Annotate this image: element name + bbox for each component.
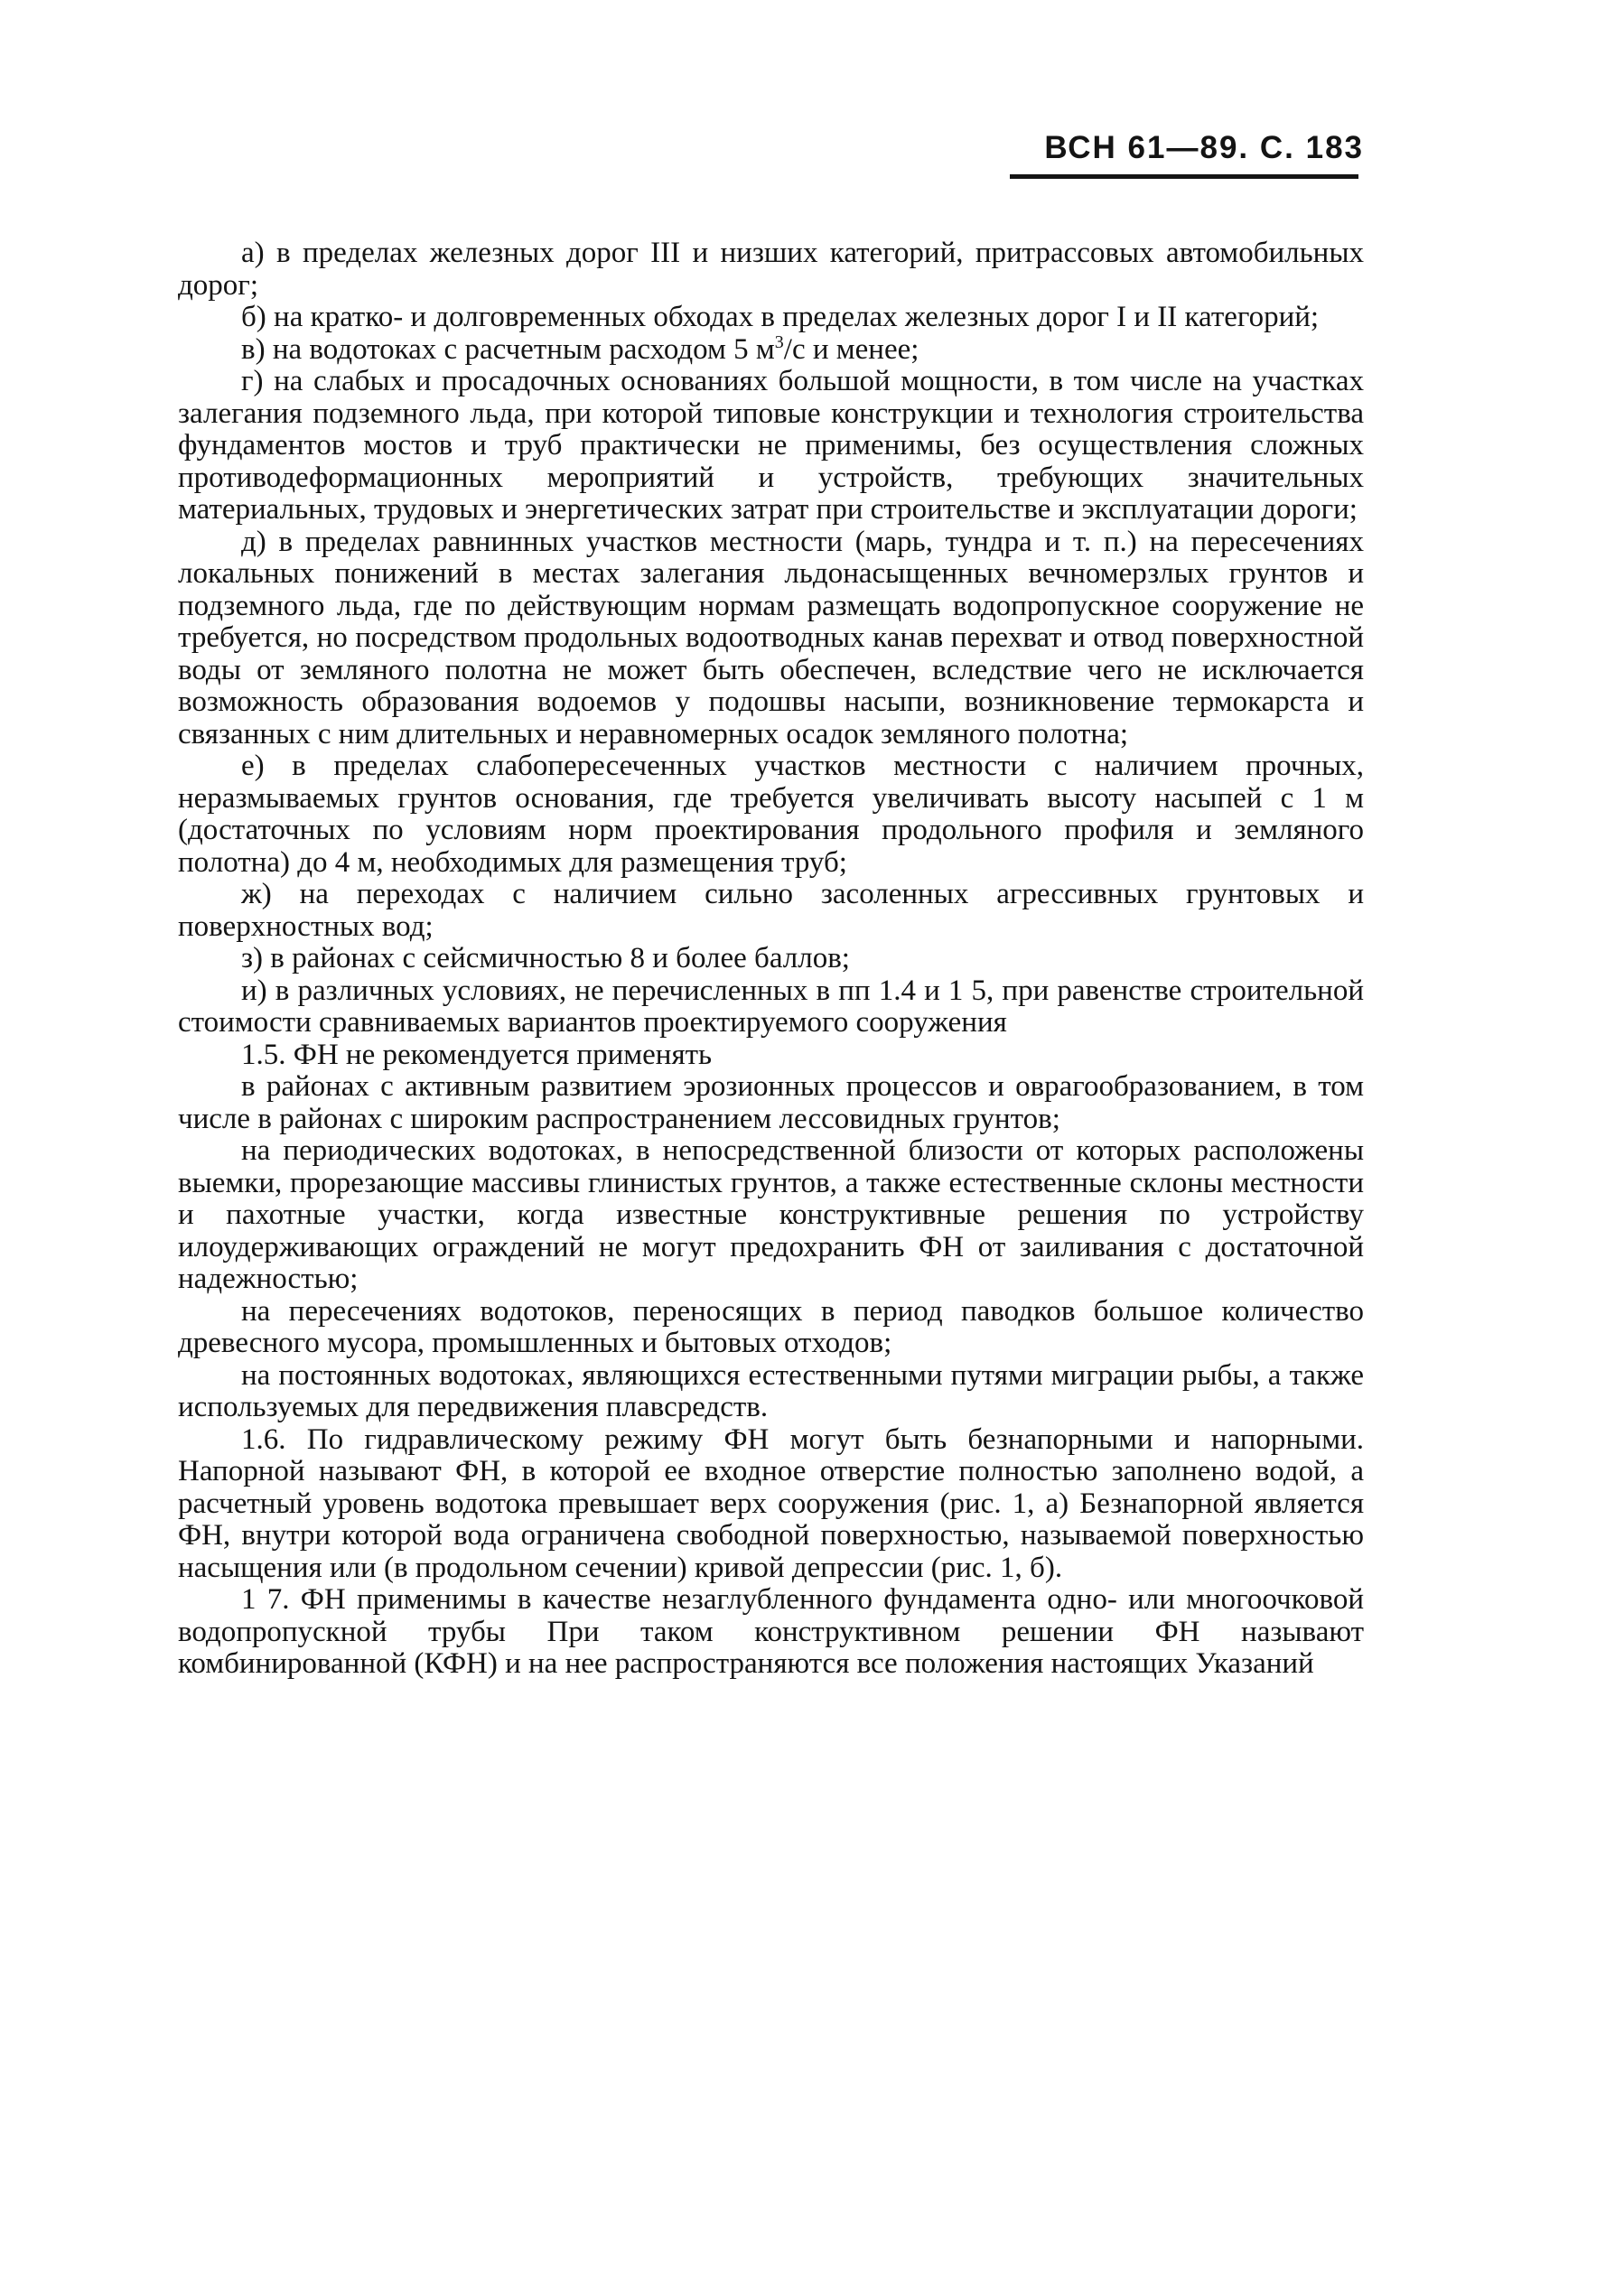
section-1-5-title: 1.5. ФН не рекомендуется применять	[241, 1038, 713, 1071]
list-item-e: е) в пределах слабопересеченных участков местности с наличием прочных, неразмываемых грунтов основания, где требуется увеличивать высоту насыпей с 1 м (достаточных по условиям норм проектирования продольного профиля и земляного полотна) до 4 м, необходимых для размещения труб;	[178, 750, 1364, 879]
list-item-g: г) на слабых и просадочных основаниях большой мощности, в том числе на участках залегания подземного льда, при которой типовые конструкции и технология строительства фундаментов мостов и труб практически не применимы, без осуществления сложных противодеформационных мероприятий и устройств, требующих значительных материальных, трудовых и энергетических затрат при строительстве и эксплуатации дороги;	[178, 365, 1364, 526]
section-1-7: 1 7. ФН применимы в качестве незаглубленного фундамента одно- или многоочковой водопропускной трубы При таком конструктивном решении ФН называют комбинированной (КФН) и на нее распространяются все положения настоящих Указаний	[178, 1583, 1364, 1680]
list-item-zh: ж) на переходах с наличием сильно засоленных агрессивных грунтовых и поверхностных вод;	[178, 878, 1364, 943]
superscript-exponent: 3	[774, 331, 784, 352]
list-item-i: и) в различных условиях, не перечисленных в пп 1.4 и 1 5, при равенстве строительной стоимости сравниваемых вариантов проектируемого сооружения	[178, 974, 1364, 1039]
section-1-5-item-3: на пересечениях водотоков, переносящих в период паводков большое количество древесного мусора, промышленных и бытовых отходов;	[178, 1294, 1364, 1359]
header-rule	[1010, 174, 1358, 179]
list-item-v-text: в) на водотоках с расчетным расходом 5 м	[241, 332, 775, 366]
section-1-5-item-1: в районах с активным развитием эрозионных процессов и оврагообразованием, в том числе в районах с широким распространением лессовидных грунтов;	[178, 1070, 1364, 1135]
list-item-b: б) на кратко- и долговременных обходах в пределах железных дорог I и II категорий;	[241, 301, 1320, 333]
section-1-6: 1.6. По гидравлическому режиму ФН могут быть безнапорными и напорными. Напорной называют ФН, в которой ее входное отверстие полностью заполнено водой, а расчетный уровень водотока превышает верх сооружения (рис. 1, а) Безнапорной является ФН, внутри которой вода ограничена свободной поверхностью, называемой поверхностью насыщения или (в продольном сечении) кривой депрессии (рис. 1, б).	[178, 1422, 1364, 1584]
document-code: ВСН 61—89.	[1044, 130, 1250, 165]
list-item-v	[178, 331, 1364, 367]
page-number: С. 183	[1259, 130, 1364, 165]
page-header	[1003, 128, 1364, 168]
list-item-z: з) в районах с сейсмичностью 8 и более баллов;	[241, 942, 850, 974]
list-item-d: д) в пределах равнинных участков местности (марь, тундра и т. п.) на пересечениях локальных понижений в местах залегания льдонасыщенных вечномерзлых грунтов и подземного льда, где по действующим нормам размещать водопропускное сооружение не требуется, но посредством продольных водоотводных канав перехват и отвод поверхностной воды от земляного полотна не может быть обеспечен, вследствие чего не исключается возможность образования водоемов у подошвы насыпи, возникновение термокарста и связанных с ним длительных и неравномерных осадок земляного полотна;	[178, 525, 1364, 751]
list-item-a: а) в пределах железных дорог III и низших категорий, притрассовых автомобильных дорог;	[178, 237, 1364, 302]
list-item-v-unit: /с и менее;	[783, 332, 919, 366]
section-1-5-item-4: на постоянных водотоках, являющихся естественными путями миграции рыбы, а также используемых для передвижения плавсредств.	[178, 1358, 1364, 1423]
body-text	[178, 238, 1364, 1681]
section-1-5-item-2: на периодических водотоках, в непосредственной близости от которых расположены выемки, прорезающие массивы глинистых грунтов, а также естественные склоны местности и пахотные участки, когда известные конструктивные решения по устройству илоудерживающих ограждений не могут предохранить ФН от заиливания с достаточной надежностью;	[178, 1134, 1364, 1295]
